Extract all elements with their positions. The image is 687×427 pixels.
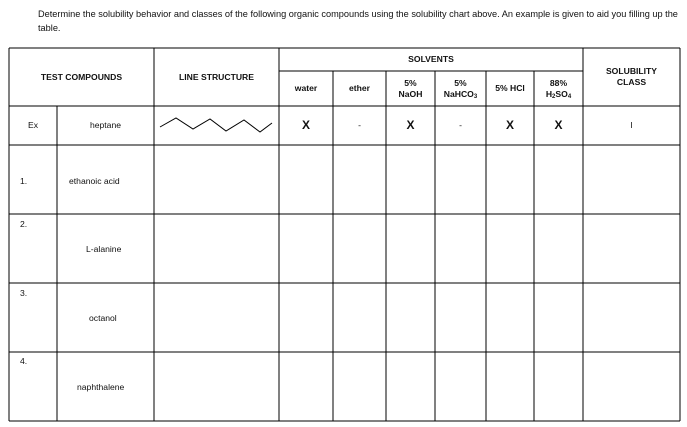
header-h2so4 xyxy=(534,71,583,106)
example-water: X xyxy=(301,118,310,132)
row-4-compound: naphthalene xyxy=(77,382,125,392)
example-hcl: X xyxy=(505,118,514,132)
row-1-compound: ethanoic acid xyxy=(69,176,120,186)
row-1-number: 1. xyxy=(20,176,28,186)
header-water: water xyxy=(294,83,318,93)
header-ether: ether xyxy=(348,83,370,93)
example-compound: heptane xyxy=(89,120,122,130)
header-nahco3-pct: 5% xyxy=(454,77,467,88)
row-3-number: 3. xyxy=(20,288,28,298)
header-test-compounds: TEST COMPOUNDS xyxy=(40,71,123,82)
example-class: I xyxy=(630,120,633,130)
header-nahco3 xyxy=(435,71,486,106)
example-label: Ex xyxy=(27,120,39,130)
row-3-compound: octanol xyxy=(89,313,117,323)
header-class: CLASS xyxy=(616,77,647,87)
header-h2so4-label: $H_2SO_4$ xyxy=(545,88,572,100)
header-solubility-class xyxy=(583,48,680,106)
instructions-text: Determine the solubility behavior and classes of the following organic compounds using the solubility chart above. An example is given to aid you filling up the table. xyxy=(38,9,678,33)
header-h2so4-pct: 88% xyxy=(549,77,568,88)
header-naoh xyxy=(386,71,435,106)
row-2-number: 2. xyxy=(20,219,28,229)
example-naoh: X xyxy=(406,118,415,132)
row-2-compound: L-alanine xyxy=(86,244,122,254)
header-hcl: 5% HCl xyxy=(495,83,525,93)
header-naoh-label: NaOH xyxy=(398,88,423,99)
heptane-line-structure xyxy=(158,115,274,137)
header-naoh-pct: 5% xyxy=(404,77,417,88)
example-ether: - xyxy=(358,120,361,130)
example-h2so4: X xyxy=(554,118,563,132)
example-nahco3: - xyxy=(459,120,462,130)
header-solubility: SOLUBILITY xyxy=(605,66,658,76)
header-line-structure: LINE STRUCTURE xyxy=(179,71,254,82)
header-solvents: SOLVENTS xyxy=(408,54,454,64)
row-4-number: 4. xyxy=(20,356,28,366)
header-nahco3-label: NaHCO$_3$ xyxy=(443,88,478,100)
